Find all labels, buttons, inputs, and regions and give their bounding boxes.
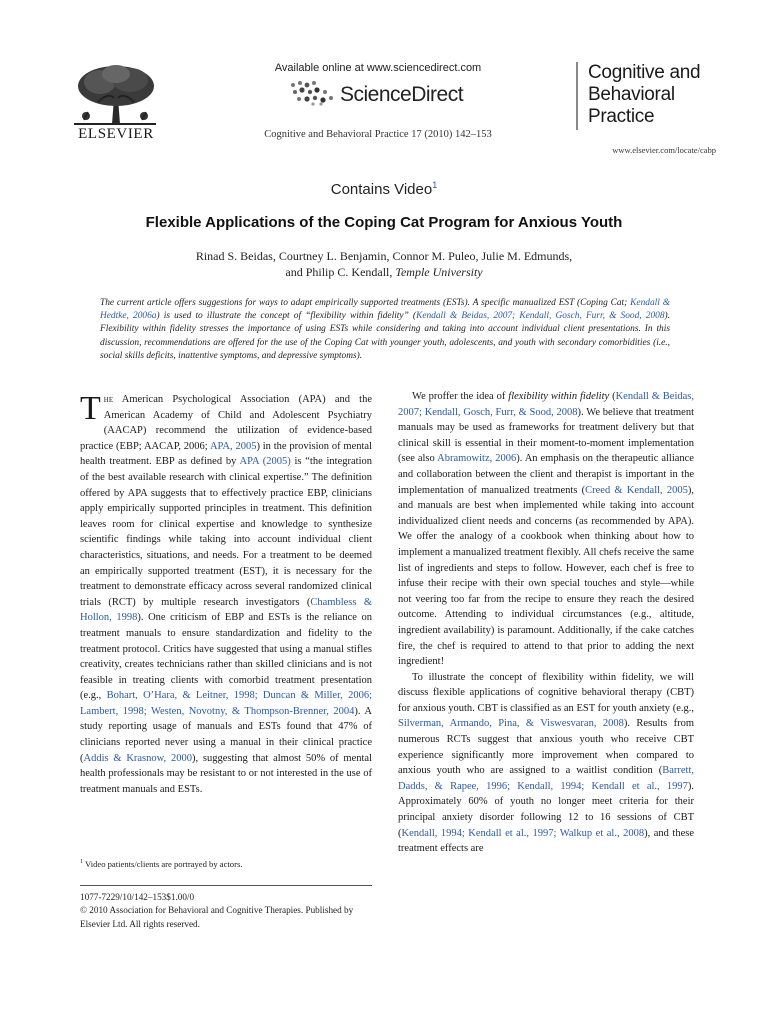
lead-in: he [103,394,114,405]
journal-title-line: Practice [588,106,655,127]
contains-video-text: Contains Video [330,181,433,198]
citation-link[interactable]: Abramowitz, 2006 [437,453,517,465]
journal-citation: Cognitive and Behavioral Practice 17 (2010) 142–153 [264,129,492,140]
body-text: is “the integration of the best available research with clinical expertise.” The definition offered by APA suggests that to effectively practice EBP, clinicians apply empirically supported principles in treatment. This definition leaves room for clinical expertise and knowledge to synthesize scientific findings while taking into account individual client characteristics, situations, and needs. For a treatment to be deemed an empirically supported treatment (EST), it is necessary for the treatment to demonstrate efficacy across several randomized clinical trials (RCT) by multiple research investigators ( [80,456,372,608]
sciencedirect-wordmark: ScienceDirect [340,83,464,106]
body-text: American Psychological Association (APA) and the American Academy of Child and Adolescent Psychiatry (AACAP) recommend the utilization of evidence-based practice (EBP; AACAP, 2006; [80,394,372,452]
abstract-text: ) is used to illustrate the concept of “flexibility within fidelity” ( [156,311,417,322]
citation-link[interactable]: Silverman, Armando, Pina, & Viswesvaran, 2008 [398,718,624,730]
citation-link[interactable]: Bohart, O’Hara, & Leitner, 1998; Duncan & Miller, 2006; Lambert, 1998; Westen, Novotny, & Thompson-Brenner, 2004 [80,690,372,717]
publisher-name: ELSEVIER [78,126,154,142]
body-paragraph [398,389,694,670]
sciencedirect-dots-icon [287,80,341,106]
author-list [120,248,648,280]
copyright-block [80,891,372,931]
issn-line: 1077-7229/10/142–153$1.00/0 [80,892,195,902]
journal-title-line: Behavioral [588,84,675,105]
body-text: ), and these treatment effects are [398,827,694,855]
emphasis-text: flexibility within fidelity [508,391,610,402]
footnote [80,859,372,869]
body-column-right [398,389,694,857]
body-text: ). A study reporting usage of manuals and ESTs found that 47% of clinicians reported never using a manual in their clinical practice ( [80,705,373,764]
abstract [100,297,670,363]
author-names: and Philip C. Kendall, [285,265,393,279]
body-column-left [80,392,372,797]
body-text: To illustrate the concept of flexibility within fidelity, we will discuss flexible applications of cognitive behavioral therapy (CBT) for anxious youth. CBT is classified as an EST for youth anxiety (e.g., [398,671,694,714]
abstract-text: ). Flexibility within fidelity stresses the importance of using ESTs while considering and taking into account individual client presentations. In this discussion, recommendations are offered for the use of the Coping Cat with younger youth, adolescents, and youth with secondary comorbidities (i.e., social skills deficits, inattentive symptoms, and depressive symptoms). [100,311,670,361]
citation-link[interactable]: Addis & Krasnow, 2000 [83,752,192,764]
journal-title-line: Cognitive and [588,62,701,83]
body-paragraph [398,670,694,857]
body-text: ). One criticism of EBP and ESTs is the reliance on treatment manuals to ensure standardization and fidelity to the treatment protocol. Critics have suggested that using a manual stifles creativity, creates technicians rather than skilled clinicians and is not feasible in treating clients with comorbid treatment presentation (e.g., [80,612,373,702]
body-text: We proffer the idea of [412,391,509,402]
body-text: ). Approximately 60% of youth no longer meet criteria for their principal anxiety disorder following 12 to 16 sessions of CBT ( [398,780,694,839]
affiliation: Temple University [395,265,483,279]
citation-link[interactable]: Creed & Kendall, 2005 [585,484,688,496]
available-online-text: Available online at www.sciencedirect.com [274,62,482,74]
footnote-text: Video patients/clients are portrayed by actors. [85,859,243,869]
elsevier-tree-logo [68,62,162,126]
abstract-text: The current article offers suggestions for ways to adapt empirically supported treatments (ESTs). A specific manualized EST (Coping Cat; [100,298,631,308]
citation-link[interactable]: Kendall & Hedtke, 2006a [100,298,670,322]
contains-video-label [200,180,568,198]
journal-url-link[interactable]: www.elsevier.com/locate/cabp [612,145,716,155]
citation-link[interactable]: APA (2005) [239,456,291,468]
article-title: Flexible Applications of the Coping Cat Program for Anxious Youth [145,214,623,231]
body-text: ), and manuals are best when implemented while taking into account individualized client needs and concerns (as recommended by APA). We offer the analogy of a cookbook when thinking about how to implement a manualized treatment flexibly. All chefs receive the same list of ingredients and steps to follow. However, each chef is free to infuse their recipe with their own special touches and style—while not veering too far from the recipe to ensure they reach the desired outcome. Attending to individual circumstances (e.g., altitude, ingredient availability) is paramount. Additionally, if the cake catches fire, the chef is required to attend to that prior to adding the next ingredient! [398,484,694,668]
body-text: ), suggesting that almost 50% of mental health professionals may be resistant to or not interested in the use of treatment manuals and ESTs. [80,752,372,795]
citation-link[interactable]: APA, 2005 [209,440,257,452]
citation-link[interactable]: Kendall & Beidas, 2007; Kendall, Gosch, Furr, & Sood, 2008 [398,391,694,418]
footnote-marker-link[interactable]: 1 [432,180,438,190]
body-text: ). An emphasis on the therapeutic alliance and collaboration between the client and therapist is important in the implementation of manualized treatments ( [398,453,694,496]
footnote-mark: 1 [80,859,83,866]
body-text: ) in the provision of mental health treatment. EBP as defined by [80,440,372,468]
citation-link[interactable]: Barrett, Dadds, & Rapee, 1996; Kendall, 1994; Kendall et al., 1997 [398,765,694,792]
citation-link[interactable]: Kendall, 1994; Kendall et al., 1997; Walkup et al., 2008 [401,827,645,839]
journal-divider [576,62,578,130]
body-text: ). Results from numerous RCTs suggest that anxious youth who receive CBT experience significantly more improvement when compared to anxious youth who are assigned to a waitlist condition ( [398,718,695,777]
body-text: ). We believe that treatment manuals may be used as frameworks for treatment delivery but that clinical skill is essential in their moment-to-moment implementation (see also [398,406,695,465]
citation-link[interactable]: Chambless & Hollon, 1998 [80,596,372,624]
citation-link[interactable]: Kendall & Beidas, 2007; Kendall, Gosch, Furr, & Sood, 2008 [416,311,665,322]
body-text: ( [609,391,616,402]
author-line: Rinad S. Beidas, Courtney L. Benjamin, Connor M. Puleo, Julie M. Edmunds, [195,249,573,263]
body-paragraph [80,392,372,797]
author-line [120,264,648,280]
drop-cap: T [80,390,101,427]
journal-title [588,62,700,128]
copyright-text: © 2010 Association for Behavioral and Cognitive Therapies. Published by Elsevier Ltd. All rights reserved. [80,905,354,929]
footnote-divider [80,885,372,886]
